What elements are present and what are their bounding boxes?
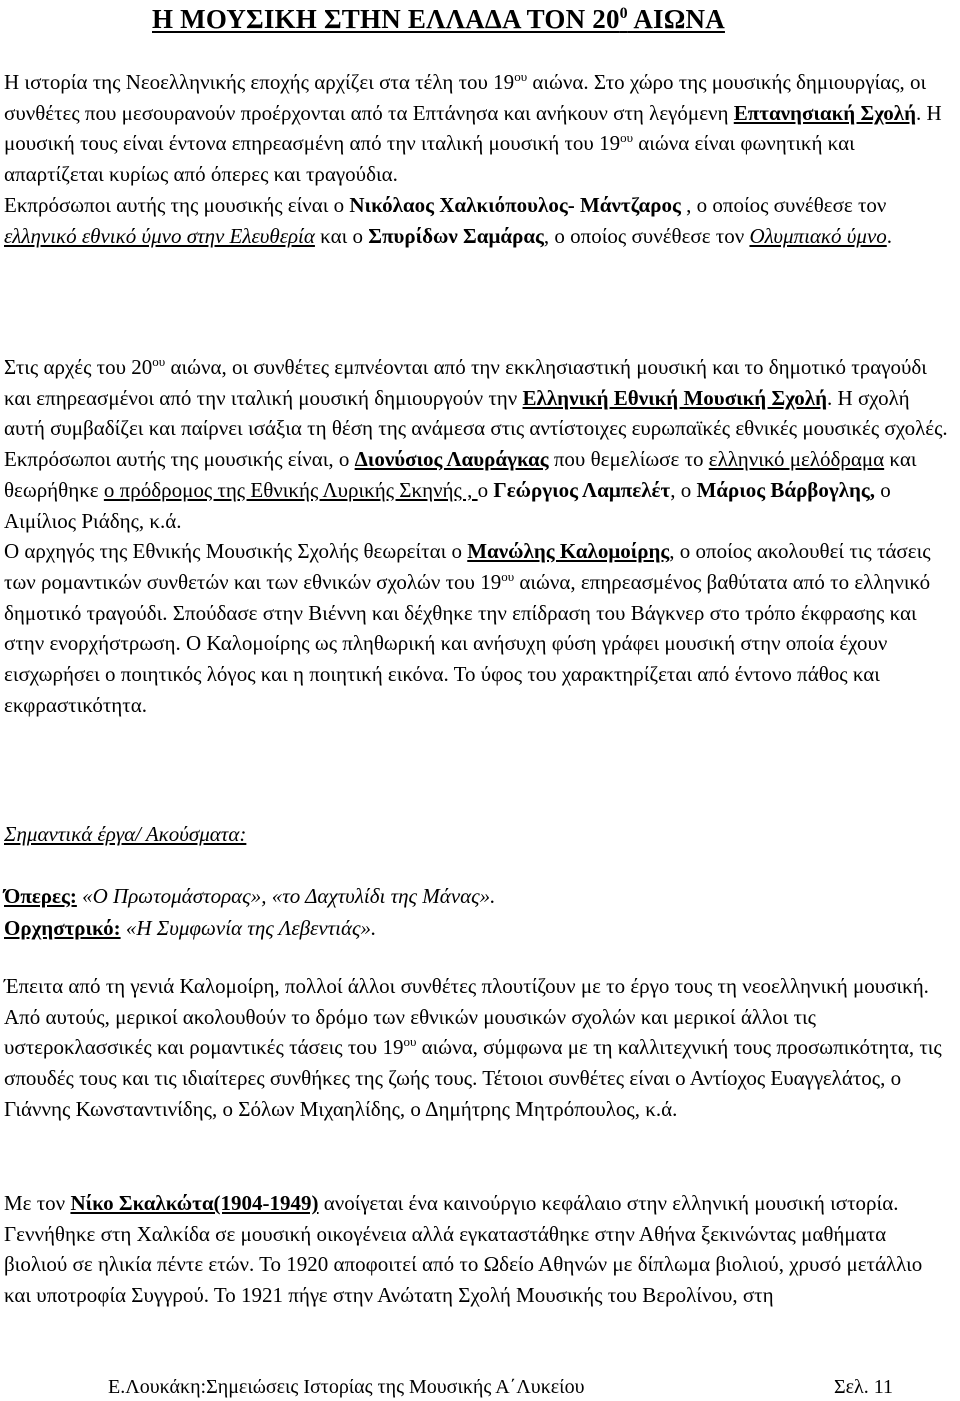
paragraph-after-kalomiris: Έπειτα από τη γενιά Καλομοίρη, πολλοί άλλοι συνθέτες πλουτίζουν με το έργο τους τη νεοελληνική μουσική. Από αυτούς, μερικοί ακολουθούν το δρόμο των εθνικών μουσικών σχολών και μερικοί άλλοι τις υστεροκλασσικές και ρομαντικές τάσεις του $19^{o\upsilon}$ αιώνα, σύμφωνα με τη καλλιτεχνική τους προσωπικότητα, τις σπουδές τους και τις ιδιαίτερες συνθήκες της ζωής τους. Τέτοιοι συνθέτες είναι ο Αντίοχος Ευαγγελάτος, ο Γιάννης Κωνσταντινίδης, ο Σόλων Μιχαηλίδης, ο Δημήτρης Μητρόπουλος, κ.ά. bbox=[4, 974, 942, 1121]
works-label: Ορχηστρικό: bbox=[4, 916, 121, 940]
title-superscript: 0 bbox=[619, 5, 628, 22]
paragraph-kalomiris: Ο αρχηγός της Εθνικής Μουσικής Σχολής θεωρείται ο Μανώλης Καλομοίρης, ο οποίος ακολουθεί τις τάσεις των ρομαντικών συνθετών και των εθνικών σχολών του $19^{o\upsilon}$ αιώνα, επηρεασμένος βαθύτατα από το ελληνικό δημοτικό τραγούδι. Σπούδασε στην Βιέννη και δέχθηκε την επίδραση του Βάγκνερ στο τρόπο έκφρασης και στην ενορχήστρωση. Ο Καλομοίρης ως πληθωρική και ανήσυχη φύση γράφει μουσική στην οποία έχουν εισχωρήσει ο ποιητικός λόγος και η ποιητική εικόνα. Το ύφος του χαρακτηρίζεται από έντονο πάθος και εκφραστικότητα. bbox=[4, 539, 931, 717]
underlined-phrase: ο πρόδρομος της Εθνικής Λυρικής Σκηνής , bbox=[103, 477, 478, 502]
school-name: Ελληνική Εθνική Μουσική Σχολή bbox=[522, 385, 828, 410]
work-title: Ολυμπιακό ύμνο bbox=[749, 223, 887, 248]
footer-author: Ε.Λουκάκη:Σημειώσεις Ιστορίας της Μουσικής Α΄Λυκείου bbox=[108, 1376, 585, 1398]
page-footer bbox=[108, 1376, 908, 1399]
paragraph-heptanese bbox=[4, 67, 954, 251]
school-name: Επτανησιακή Σχολή bbox=[733, 100, 917, 125]
paragraph-representatives: Εκπρόσωποι αυτής της μουσικής είναι ο Νικόλαος Χαλκιόπουλος- Μάντζαρος , ο οποίος συνέθεσε τον ελληνικό εθνικό ύμνο στην Ελευθερία και ο Σπυρίδων Σαμάρας, ο οποίος συνέθεσε τον Ολυμπιακό ύμνο. bbox=[4, 192, 893, 248]
composer-name: Σπυρίδων Σαμάρας bbox=[368, 223, 544, 248]
composer-name: Νίκο Σκαλκώτα(1904-1949) bbox=[70, 1191, 319, 1215]
paragraph-national-intro: Στις αρχές του $20^{o\upsilon}$ αιώνα, οι συνθέτες εμπνέονται από την εκκλησιαστική μουσική και το δημοτικό τραγούδι και επηρεασμένοι από την ιταλική μουσική δημιουργούν την Ελληνική Εθνική Μουσική Σχολή. Η σχολή αυτή συμβαδίζει και παίρνει ισάξια τη θέση της ανάμεσα στις αντίστοιχες ευρωπαϊκές εθνικές μουσικές σχολές. bbox=[4, 354, 948, 441]
work-title: ελληνικό εθνικό ύμνο στην Ελευθερία bbox=[4, 223, 315, 248]
works-label: Όπερες: bbox=[4, 884, 77, 908]
composer-name: Μάριος Βάρβογλης, bbox=[696, 477, 876, 502]
paragraph-national-representatives: Εκπρόσωποι αυτής της μουσικής είναι, ο Διονύσιος Λαυράγκας που θεμελίωσε το ελληνικό μελόδραμα και θεωρήθηκε ο πρόδρομος της Εθνικής Λυρικής Σκηνής , ο Γεώργιος Λαμπελέτ, ο Μάριος Βάρβογλης, ο Αιμίλιος Ριάδης, κ.ά. bbox=[4, 447, 917, 533]
paragraph-skalkottas: Με τον Νίκο Σκαλκώτα(1904-1949) ανοίγεται ένα καινούργιο κεφάλαιο στην ελληνική μουσική ιστορία. Γεννήθηκε στη Χαλκίδα σε μουσική οικογένεια αλλά εγκαταστάθηκε στην Αθήνα ξεκινώντας μαθήματα βιολιού σε ηλικία πέντε ετών. Το 1920 αποφοιτεί από το Ωδείο Αθηνών με δίπλωμα βιολιού, χρυσό μετάλλιο και υποτροφία Συγγρού. Το 1921 πήγε στην Ανώτατη Σχολή Μουσικής του Βερολίνου, στη bbox=[4, 1191, 923, 1308]
title-text-end: ΑΙΩΝΑ bbox=[627, 4, 725, 34]
title-text: Η ΜΟΥΣΙΚΗ ΣΤΗΝ ΕΛΛΑΔΑ ΤΟΝ 20 bbox=[152, 4, 620, 34]
underlined-phrase: ελληνικό μελόδραμα bbox=[708, 447, 885, 472]
page-number: Σελ. 11 bbox=[834, 1376, 893, 1398]
works-heading: Σημαντικά έργα/ Ακούσματα: bbox=[4, 822, 247, 846]
works-operas: Όπερες: «Ο Πρωτομάστορας», «το Δαχτυλίδι της Μάνας». bbox=[4, 884, 496, 908]
composer-name: Διονύσιος Λαυράγκας bbox=[354, 447, 549, 472]
paragraph-intro: Η ιστορία της Νεοελληνικής εποχής αρχίζει στα τέλη του $19^{o\upsilon}$ αιώνα. Στο χώρο της μουσικής δημιουργίας, οι συνθέτες που μεσουρανούν προέρχονται από τα Επτάνησα και ανήκουν στη λεγόμενη Επτανησιακή Σχολή. Η μουσική τους είναι έντονα επηρεασμένη από την ιταλική μουσική του $19^{o\upsilon}$ αιώνα είναι φωνητική και απαρτίζεται κυρίως από όπερες και τραγούδια. bbox=[4, 69, 942, 187]
paragraph-national-school bbox=[4, 352, 954, 720]
page-title bbox=[152, 4, 725, 35]
composer-name: Νικόλαος Χαλκιόπουλος- Μάντζαρος bbox=[349, 192, 681, 217]
works-orchestral: Ορχηστρικό: «Η Συμφωνία της Λεβεντιάς». bbox=[4, 916, 377, 940]
works-list bbox=[4, 880, 954, 944]
composer-name: Γεώργιος Λαμπελέτ bbox=[493, 477, 671, 502]
composer-name: Μανώλης Καλομοίρης bbox=[467, 539, 670, 564]
works-heading-block bbox=[4, 819, 954, 850]
